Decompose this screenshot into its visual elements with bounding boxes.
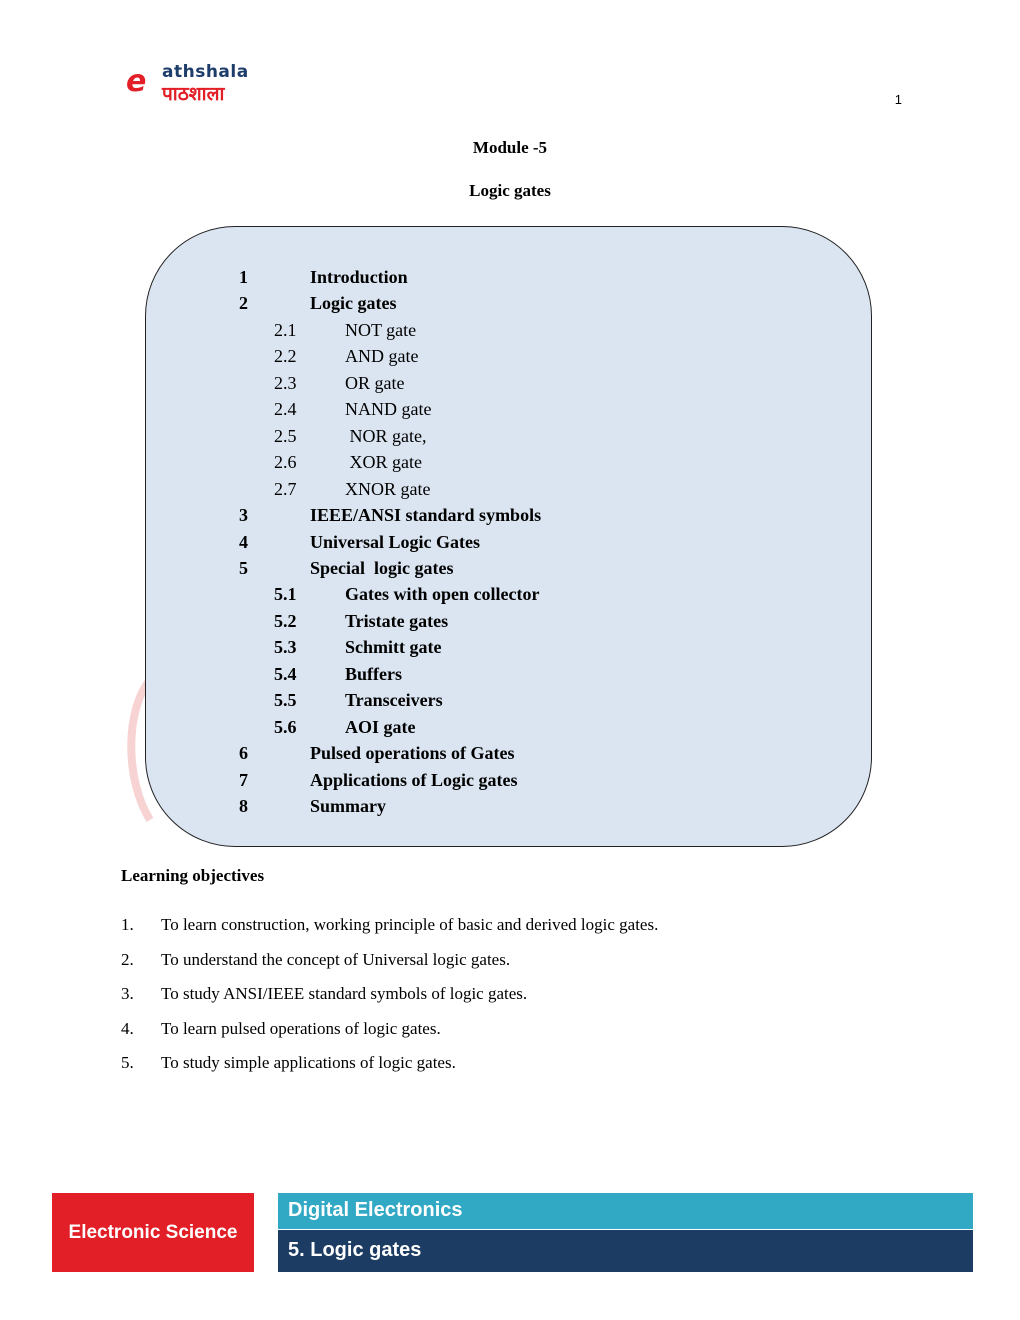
subject-banner: Electronic Science: [52, 1193, 254, 1272]
learning-objective-item: [121, 1053, 456, 1073]
toc-item-number: 3: [239, 505, 248, 526]
toc-item-number: 5.3: [274, 637, 297, 658]
toc-item-title: Buffers: [345, 663, 402, 684]
toc-item-title: OR gate: [345, 372, 405, 393]
toc-item-title: Applications of Logic gates: [310, 769, 518, 790]
logo-text-hindi: पाठशाला: [162, 83, 225, 105]
toc-item-title: Gates with open collector: [345, 584, 540, 605]
objective-number: 3.: [121, 984, 134, 1003]
toc-item-title: NOR gate,: [345, 425, 427, 446]
toc-item-number: 2.3: [274, 372, 297, 393]
toc-item-title: AOI gate: [345, 716, 416, 737]
toc-item-number: 5: [239, 557, 248, 578]
page-number: 1: [894, 92, 902, 107]
objective-text: To learn pulsed operations of logic gates.: [161, 1018, 441, 1038]
toc-item-number: 5.2: [274, 610, 297, 631]
toc-item-title: AND gate: [345, 346, 419, 367]
toc-item-title: Schmitt gate: [345, 637, 442, 658]
toc-item-title: Pulsed operations of Gates: [310, 743, 515, 764]
objective-text: To study simple applications of logic gates.: [161, 1053, 456, 1072]
module-banner: 5. Logic gates: [278, 1230, 973, 1272]
toc-item-title: IEEE/ANSI standard symbols: [310, 505, 542, 526]
toc-item-number: 7: [239, 769, 248, 790]
learning-objective-item: [121, 915, 658, 935]
toc-item-number: 4: [239, 531, 248, 552]
objective-number: 5.: [121, 1053, 134, 1072]
toc-item-title: Logic gates: [310, 293, 397, 314]
toc-item-title: Universal Logic Gates: [310, 531, 480, 552]
toc-item-number: 2: [239, 293, 248, 314]
toc-item-number: 2.7: [274, 478, 297, 499]
toc-item-number: 2.6: [274, 452, 297, 473]
toc-item-title: Tristate gates: [345, 610, 449, 631]
toc-item-title: Introduction: [310, 267, 408, 287]
toc-item-title: Special logic gates: [310, 557, 454, 578]
objective-number: 2.: [121, 949, 134, 969]
module-title: Module -5: [472, 138, 548, 157]
toc-item-title: XOR gate: [345, 452, 422, 473]
logo-e: e: [126, 64, 147, 99]
toc-item-number: 8: [239, 796, 248, 816]
logo-text-english: athshala: [162, 62, 249, 82]
objective-text: To learn construction, working principle of basic and derived logic gates.: [161, 915, 659, 934]
learning-objectives-heading: Learning objectives: [121, 866, 265, 885]
topic-title: Logic gates: [469, 181, 551, 200]
paper-banner: Digital Electronics: [278, 1193, 973, 1229]
toc-item-number: 5.1: [274, 584, 297, 605]
learning-objective-item: [121, 1019, 441, 1039]
objective-text: To study ANSI/IEEE standard symbols of logic gates.: [161, 984, 528, 1003]
toc-item-title: NOT gate: [345, 319, 417, 340]
toc-item-number: 2.4: [274, 399, 297, 420]
learning-objective-item: [121, 950, 510, 970]
toc-item-title: Summary: [310, 796, 386, 816]
objective-number: 1.: [121, 915, 134, 934]
toc-item-number: 1: [239, 267, 248, 287]
toc-item-number: 5.4: [274, 663, 297, 684]
toc-item-number: 6: [239, 743, 248, 764]
toc-item-number: 2.2: [274, 346, 297, 367]
table-of-contents: [145, 226, 872, 847]
toc-item-title: Transceivers: [345, 690, 443, 711]
epathshala-logo: [126, 60, 276, 106]
objective-number: 4.: [121, 1018, 134, 1038]
learning-objective-item: [121, 984, 527, 1004]
toc-item-title: XNOR gate: [345, 478, 431, 499]
objective-text: To understand the concept of Universal logic gates.: [161, 949, 511, 969]
toc-item-number: 2.1: [274, 319, 297, 340]
toc-item-number: 5.5: [274, 690, 297, 711]
toc-item-number: 5.6: [274, 716, 297, 737]
toc-item-title: NAND gate: [345, 399, 432, 420]
toc-item-number: 2.5: [274, 425, 297, 446]
